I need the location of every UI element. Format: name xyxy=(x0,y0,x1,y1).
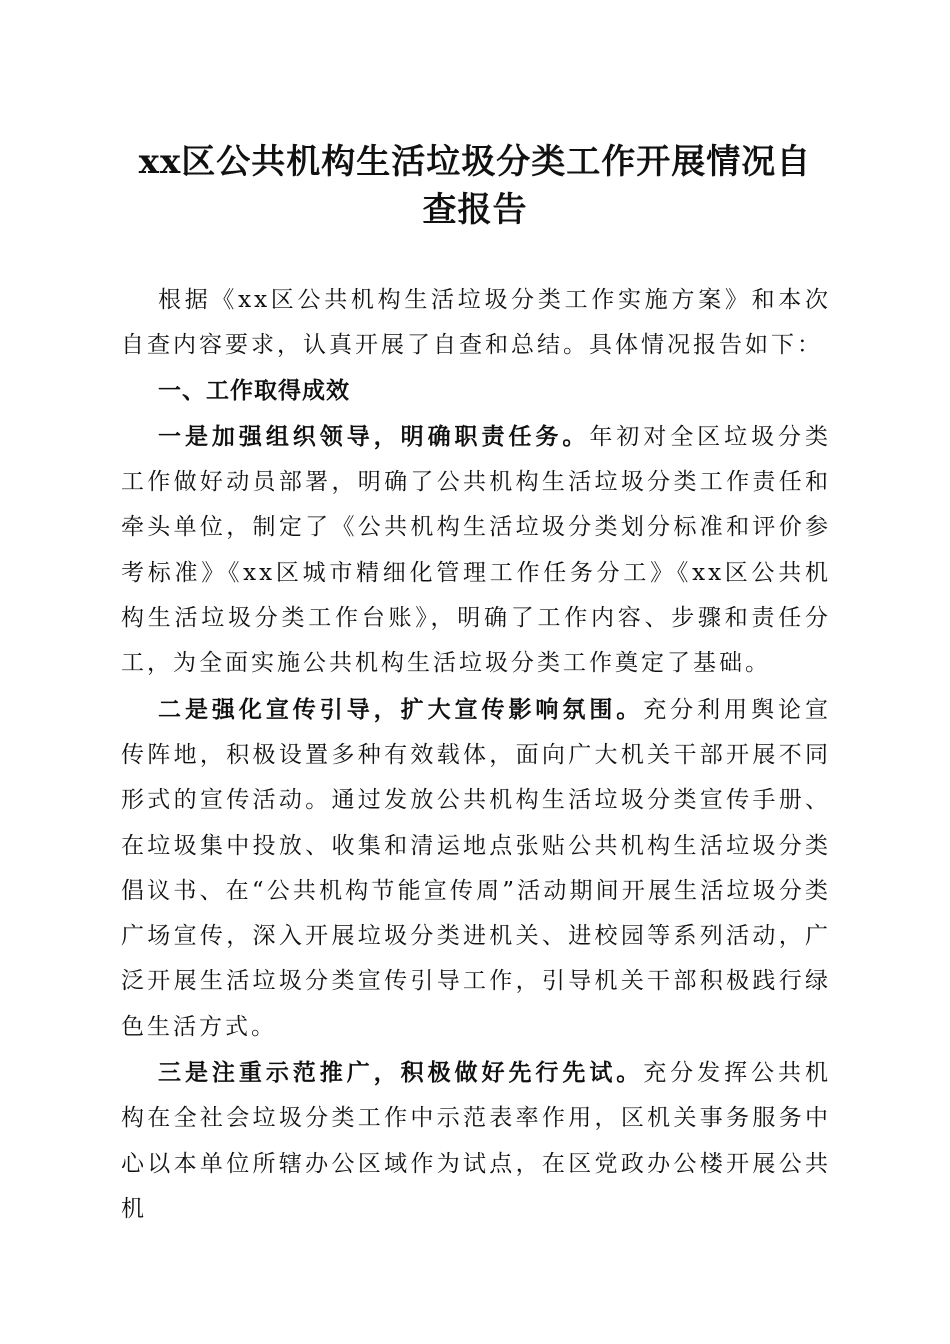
item-3-text: 充分发挥公共机构在全社会垃圾分类工作中示范表率作用，区机关事务服务中心以本单位所辖办公区域作为试点，在区党政办公楼开展公共机 xyxy=(121,1060,832,1222)
document-title xyxy=(100,138,850,234)
item-2-text: 充分利用舆论宣传阵地，积极设置多种有效载体，面向广大机关干部开展不同形式的宣传活动。通过发放公共机构生活垃圾分类宣传手册、在垃圾集中投放、收集和清运地点张贴公共机构生活垃圾分类倡议书、在“公共机构节能宣传周”活动期间开展生活垃圾分类广场宣传，深入开展垃圾分类进机关、进校园等系列活动，广泛开展生活垃圾分类宣传引导工作，引导机关干部积极践行绿色生活方式。 xyxy=(121,696,832,1040)
section-heading: 一、工作取得成效 xyxy=(158,377,350,404)
title-line-2: 查报告 xyxy=(422,190,528,230)
paragraph-item-1 xyxy=(121,414,831,687)
paragraph-item-3 xyxy=(121,1050,831,1232)
paragraph-item-2 xyxy=(121,687,831,1050)
intro-paragraph: 根据《xx区公共机构生活垃圾分类工作实施方案》和本次自查内容要求，认真开展了自查和总结。具体情况报告如下： xyxy=(121,287,831,359)
title-line-1: xx区公共机构生活垃圾分类工作开展情况自 xyxy=(138,142,812,182)
document-body xyxy=(121,278,831,1232)
item-3-lead: 三是注重示范推广，积极做好先行先试。 xyxy=(158,1059,644,1087)
item-1-text: 年初对全区垃圾分类工作做好动员部署，明确了公共机构生活垃圾分类工作责任和牵头单位，制定了《公共机构生活垃圾分类划分标准和评价参考标准》《xx区城市精细化管理工作任务分工》《xx区公共机构生活垃圾分类工作台账》，明确了工作内容、步骤和责任分工，为全面实施公共机构生活垃圾分类工作奠定了基础。 xyxy=(121,423,832,677)
item-2-lead: 二是强化宣传引导，扩大宣传影响氛围。 xyxy=(158,695,644,723)
item-1-lead: 一是加强组织领导，明确职责任务。 xyxy=(158,422,590,450)
